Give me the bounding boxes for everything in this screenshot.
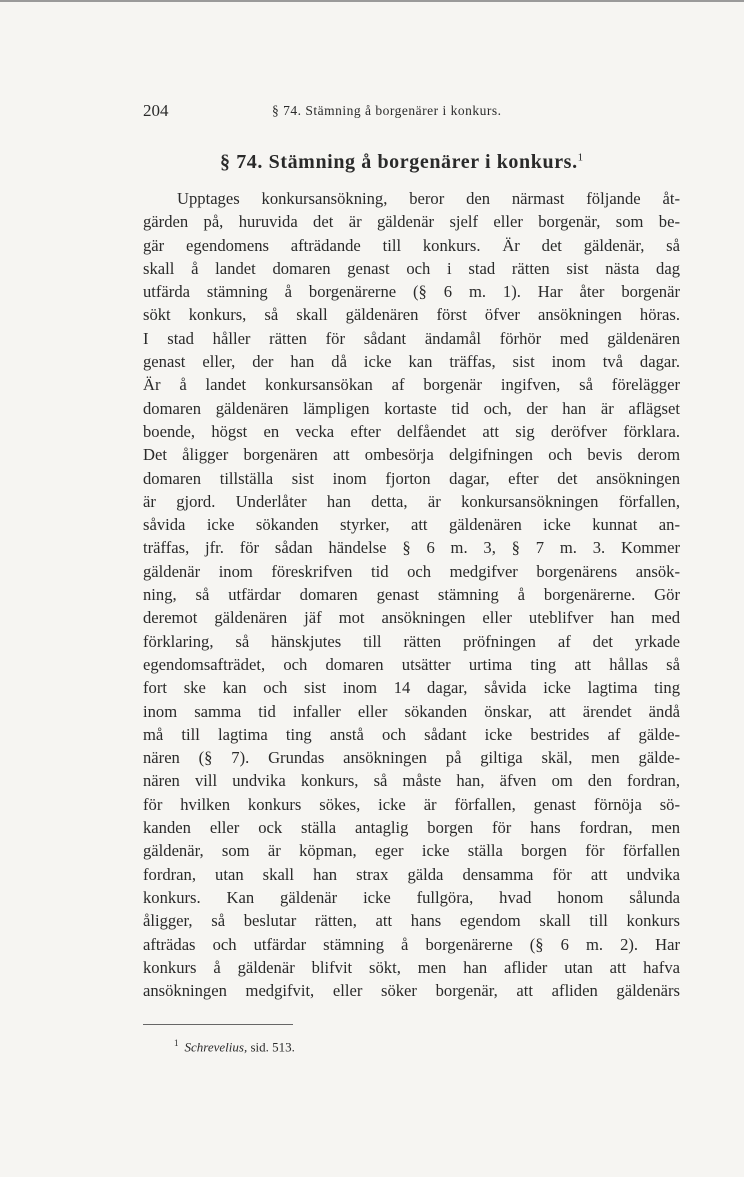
- text-line: afträdas och utfärdar stämning å borgenärerne (§ 6 m. 2). Har: [143, 934, 680, 954]
- text-line: kanden eller ock ställa antaglig borgen för hans fordran, men: [143, 818, 680, 838]
- text-line: inom samma tid infaller eller sökanden önskar, att ärendet ändå: [143, 701, 680, 721]
- section-title: [220, 151, 584, 174]
- text-line: skall å landet domaren genast och i stad rätten sist nästa dag: [143, 258, 680, 278]
- text-line: fort ske kan och sist inom 14 dagar, såvida icke lagtima ting: [143, 678, 680, 698]
- text-line: nären (§ 7). Grundas ansökningen på giltiga skäl, men gälde-: [143, 748, 680, 768]
- text-line: ning, så utfärdar domaren genast stämning å borgenärerne. Gör: [143, 585, 680, 605]
- text-line: förklaring, så hänskjutes till rätten pröfningen af det yrkade: [143, 631, 680, 651]
- text-line: Det åligger borgenären att ombesörja delgifningen och bevis derom: [143, 445, 680, 465]
- running-title: § 74. Stämning å borgenärer i konkurs.: [272, 103, 502, 118]
- text-line: gärden på, huruvida det är gäldenär sjelf eller borgenär, som be-: [143, 212, 680, 232]
- text-line: åligger, så beslutar rätten, att hans egendom skall till konkurs: [143, 911, 680, 931]
- text-line: är gjord. Underlåter han detta, är konkursansökningen förfallen,: [143, 491, 680, 511]
- page-number: 204: [143, 101, 169, 120]
- text-line: sökt konkurs, så skall gäldenären först öfver ansökningen höras.: [143, 305, 680, 325]
- text-line: I stad håller rätten för sådant ändamål förhör med gäldenären: [143, 328, 680, 348]
- footnote-mark: 1: [174, 1038, 179, 1048]
- text-line: boende, högst en vecka efter delfåendet att sig deröfver förklara.: [143, 421, 680, 441]
- text-line: nären vill undvika konkurs, så måste han, äfven om den fordran,: [143, 771, 680, 791]
- footnote-rule: [143, 1024, 293, 1025]
- page-header: [143, 101, 683, 125]
- text-line: domaren tillställa sist inom fjorton dagar, efter det ansökningen: [143, 468, 680, 488]
- page-top-edge: [0, 0, 744, 2]
- footnote: [174, 1038, 295, 1055]
- text-line: ansökningen medgifvit, eller söker borgenär, att afliden gäldenärs: [143, 981, 680, 1001]
- text-line: deremot gäldenären jäf mot ansökningen eller uteblifver han med: [143, 608, 680, 628]
- text-line: konkurs å gäldenär blifvit sökt, men han aflider utan att hafva: [143, 957, 680, 977]
- body-text: [143, 187, 680, 1002]
- section-title-text: § 74. Stämning å borgenärer i konkurs.: [220, 151, 578, 173]
- text-line: egendomsafträdet, och domaren utsätter urtima ting att hållas så: [143, 654, 680, 674]
- text-line: konkurs. Kan gäldenär icke fullgöra, hvad honom sålunda: [143, 887, 680, 907]
- footnote-reference: sid. 513.: [250, 1039, 295, 1055]
- text-line: för hvilken konkurs sökes, icke är förfallen, genast förnöja sö-: [143, 794, 680, 814]
- text-line: Är å landet konkursansökan af borgenär ingifven, så förelägger: [143, 375, 680, 395]
- text-line: träffas, jfr. för sådan händelse § 6 m. 3, § 7 m. 3. Kommer: [143, 538, 680, 558]
- footnote-author: Schrevelius,: [184, 1039, 248, 1055]
- text-line: domaren gäldenären lämpligen kortaste tid och, der han är aflägset: [143, 398, 680, 418]
- text-line: gäldenär, som är köpman, eger icke ställa borgen för förfallen: [143, 841, 680, 861]
- text-line: Upptages konkursansökning, beror den närmast följande åt-: [177, 189, 680, 208]
- text-line: utfärda stämning å borgenärerne (§ 6 m. 1). Har åter borgenär: [143, 282, 680, 302]
- text-line: såvida icke sökanden styrker, att gäldenären icke kunnat an-: [143, 515, 680, 535]
- text-line: genast eller, der han då icke kan träffas, sist inom två dagar.: [143, 352, 680, 372]
- text-line: må till lagtima ting anstå och sådant icke bestrides af gälde-: [143, 724, 680, 744]
- text-line: gär egendomens afträdande till konkurs. Är det gäldenär, så: [143, 235, 680, 255]
- title-footnote-mark: 1: [577, 151, 584, 164]
- text-line: fordran, utan skall han strax gälda densamma för att undvika: [143, 864, 680, 884]
- text-line: gäldenär inom föreskrifven tid och medgifver borgenärens ansök-: [143, 561, 680, 581]
